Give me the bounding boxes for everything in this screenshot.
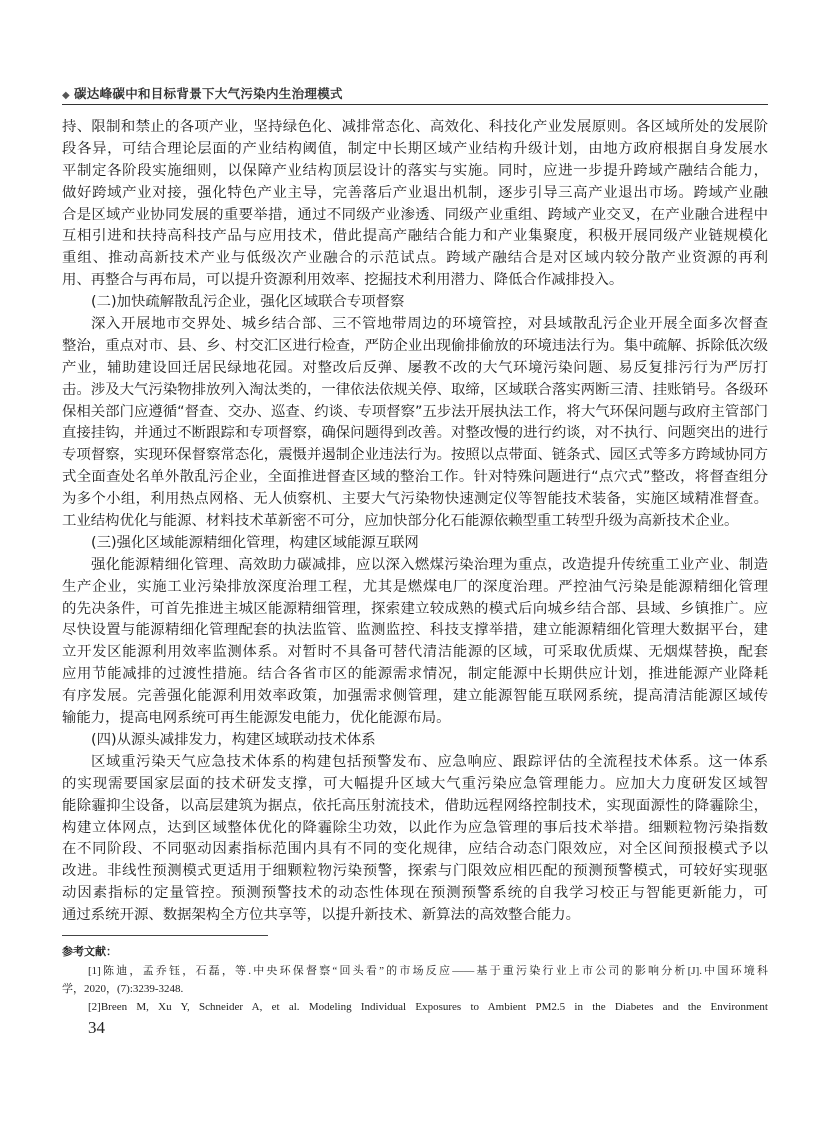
text-line: (三)强化区域能源精细化管理，构建区域能源互联网 — [91, 534, 419, 551]
text-line: 通过系统开源、数据架构全方位共享等，以提升新技术、新算法的高效整合能力。 — [62, 907, 581, 924]
section-heading — [62, 292, 768, 314]
running-head — [62, 86, 343, 103]
text-line: 动因素指标的定量管控。预测预警技术的动态性体现在预测预警系统的自我学习校正与智能更新能力，可 — [62, 885, 768, 902]
text-line: 尽快设置与能源精细化管理配套的执法监管、监测监控、科技支撑举措，建立能源精细化管理大数据平台，建 — [62, 622, 768, 639]
reference-item — [62, 962, 768, 998]
diamond-marker-icon: ◆ — [62, 90, 70, 101]
footnote-rule — [62, 935, 268, 936]
text-line: 段各异，可结合理论层面的产业结构阈值，制定中长期区域产业结构升级计划，由地方政府根据自身发展水 — [62, 140, 768, 157]
body-text — [62, 117, 768, 927]
paragraph — [62, 555, 768, 730]
references-title: 参考文献： — [62, 945, 117, 958]
text-line: 能除霾抑尘设备，以高层建筑为据点，依托高压射流技术，借助远程网络控制技术，实现面源性的降霾除尘， — [62, 797, 768, 814]
header-rule — [62, 104, 768, 105]
text-line: 产业，辅助建设回迁居民绿地花园。对整改后反弹、屡教不改的大气环境污染问题、易反复排污行为严厉打 — [62, 359, 768, 376]
text-line: 区域重污染天气应急技术体系的构建包括预警发布、应急响应、跟踪评估的全流程技术体系。这一体系 — [91, 753, 768, 770]
paragraph — [62, 752, 768, 927]
text-line: 直接挂钩，并通过不断跟踪和专项督察，确保问题得到改善。对整改慢的进行约谈，对不执行、问题突出的进行 — [62, 425, 768, 442]
text-line: 用、再整合与再布局，可以提升资源利用效率、挖掘技术利用潜力、降低合作减排投入。 — [62, 272, 624, 289]
text-line: 构建立体网点，达到区域整体优化的降霾除尘功效，以此作为应急管理的事后技术举措。细颗粒物污染指数 — [62, 819, 768, 836]
paragraph — [62, 314, 768, 533]
paragraph — [62, 117, 768, 292]
text-line: 生产企业，实施工业污染排放深度治理工程，尤其是燃煤电厂的深度治理。严控油气污染是能源精细化管理 — [62, 578, 768, 595]
text-line: 为多个小组，利用热点网格、无人侦察机、主要大气污染物快速测定仪等智能技术装备，实施区域精准督查。 — [62, 491, 768, 508]
reference-line: [2]Breen M, Xu Y, Schneider A, et al. Modeling Individual Exposures to Ambient PM2.5 in the Diabetes and the Environment — [88, 1001, 768, 1013]
text-line: 保相关部门应遵循“督查、交办、巡查、约谈、专项督察”五步法开展执法工作，将大气环保问题与政府主管部门 — [62, 403, 768, 420]
text-line: 式全面查处名单外散乱污企业，全面推进督查区域的整治工作。针对特殊问题进行“点穴式”整改，将督查组分 — [62, 469, 768, 486]
text-line: 强化能源精细化管理、高效助力碳减排，应以深入燃煤污染治理为重点，改造提升传统重工业产业、制造 — [91, 556, 768, 573]
text-line: 的实现需要国家层面的技术研发支撑，可大幅提升区域大气重污染应急管理能力。应加大力度研发区域智 — [62, 775, 768, 792]
text-line: 平制定各阶段实施细则，以保障产业结构顶层设计的落实与实施。同时，应进一步提升跨域产融结合能力， — [62, 162, 768, 179]
text-line: 的先决条件，可首先推进主城区能源精细管理，探索建立较成熟的模式后向城乡结合部、县域、乡镇推广。应 — [62, 600, 768, 617]
text-line: 工业结构优化与能源、材料技术革新密不可分，应加快部分化石能源依赖型重工转型升级为高新技术企业。 — [62, 513, 739, 530]
text-line: 改进。非线性预测模式更适用于细颗粒物污染预警，探索与门限效应相匹配的预测预警模式，可较好实现驱 — [62, 863, 768, 880]
text-line: 深入开展地市交界处、城乡结合部、三不管地带周边的环境管控，对县域散乱污企业开展全面多次督查 — [91, 316, 768, 333]
reference-line: 学，2020，(7):3239-3248. — [62, 983, 184, 995]
text-line: 重组、推动高新技术产业与低级次产业融合的示范试点。跨域产融结合是对区域内较分散产业资源的再利 — [62, 250, 768, 267]
text-line: (四)从源头减排发力，构建区域联动技术体系 — [91, 731, 376, 748]
running-head-title: 碳达峰碳中和目标背景下大气污染内生治理模式 — [74, 86, 343, 101]
text-line: 专项督察，实现环保督察常态化，震慑并遏制企业违法行为。按照以点带面、链条式、园区式等多方跨域协同方 — [62, 447, 768, 464]
text-line: 有序发展。完善强化能源利用效率政策，加强需求侧管理，建立能源智能互联网系统，提高清洁能源区域传 — [62, 688, 768, 705]
text-line: 应用节能减排的过渡性措施。结合各省市区的能源需求情况，制定能源中长期供应计划，推进能源产业降耗 — [62, 666, 768, 683]
reference-line: [1]陈迪，孟乔钰，石磊，等.中央环保督察“回头看”的市场反应——基于重污染行业上市公司的影响分析[J].中国环境科 — [88, 965, 768, 977]
section-heading — [62, 730, 768, 752]
text-line: 击。涉及大气污染物排放列入淘汰类的，一律依法依规关停、取缔，区域联合落实两断三清、挂账销号。各级环 — [62, 381, 768, 398]
text-line: 合是区域产业协同发展的重要举措，通过不同级产业渗透、同级产业重组、跨域产业交叉，在产业融合进程中 — [62, 206, 768, 223]
text-line: 做好跨域产业对接，强化特色产业主导，完善落后产业退出机制，逐步引导三高产业退出市场。跨域产业融 — [62, 184, 768, 201]
section-heading — [62, 533, 768, 555]
text-line: 整治，重点对市、县、乡、村交汇区进行检查，严防企业出现偷排偷放的环境违法行为。集中疏解、拆除低次级 — [62, 337, 768, 354]
text-line: 输能力，提高电网系统可再生能源发电能力，优化能源布局。 — [62, 710, 451, 727]
text-line: 持、限制和禁止的各项产业，坚持绿色化、减排常态化、高效化、科技化产业发展原则。各区域所处的发展阶 — [62, 119, 768, 135]
text-line: 在不同阶段、不同驱动因素指标范围内具有不同的变化规律，应结合动态门限效应，对全区间预报模式予以 — [62, 841, 768, 858]
references — [62, 942, 768, 1016]
text-line: 互相引进和扶持高科技产品与应用技术，借此提高产融结合能力和产业集聚度，积极开展同级产业链规模化 — [62, 228, 768, 245]
text-line: 立开发区能源利用效率监测体系。对暂时不具备可替代清洁能源的区域，可采取优质煤、无烟煤替换，配套 — [62, 644, 768, 661]
reference-item — [62, 998, 768, 1016]
text-line: (二)加快疏解散乱污企业，强化区域联合专项督察 — [91, 294, 405, 311]
page-number: 34 — [88, 1018, 105, 1037]
